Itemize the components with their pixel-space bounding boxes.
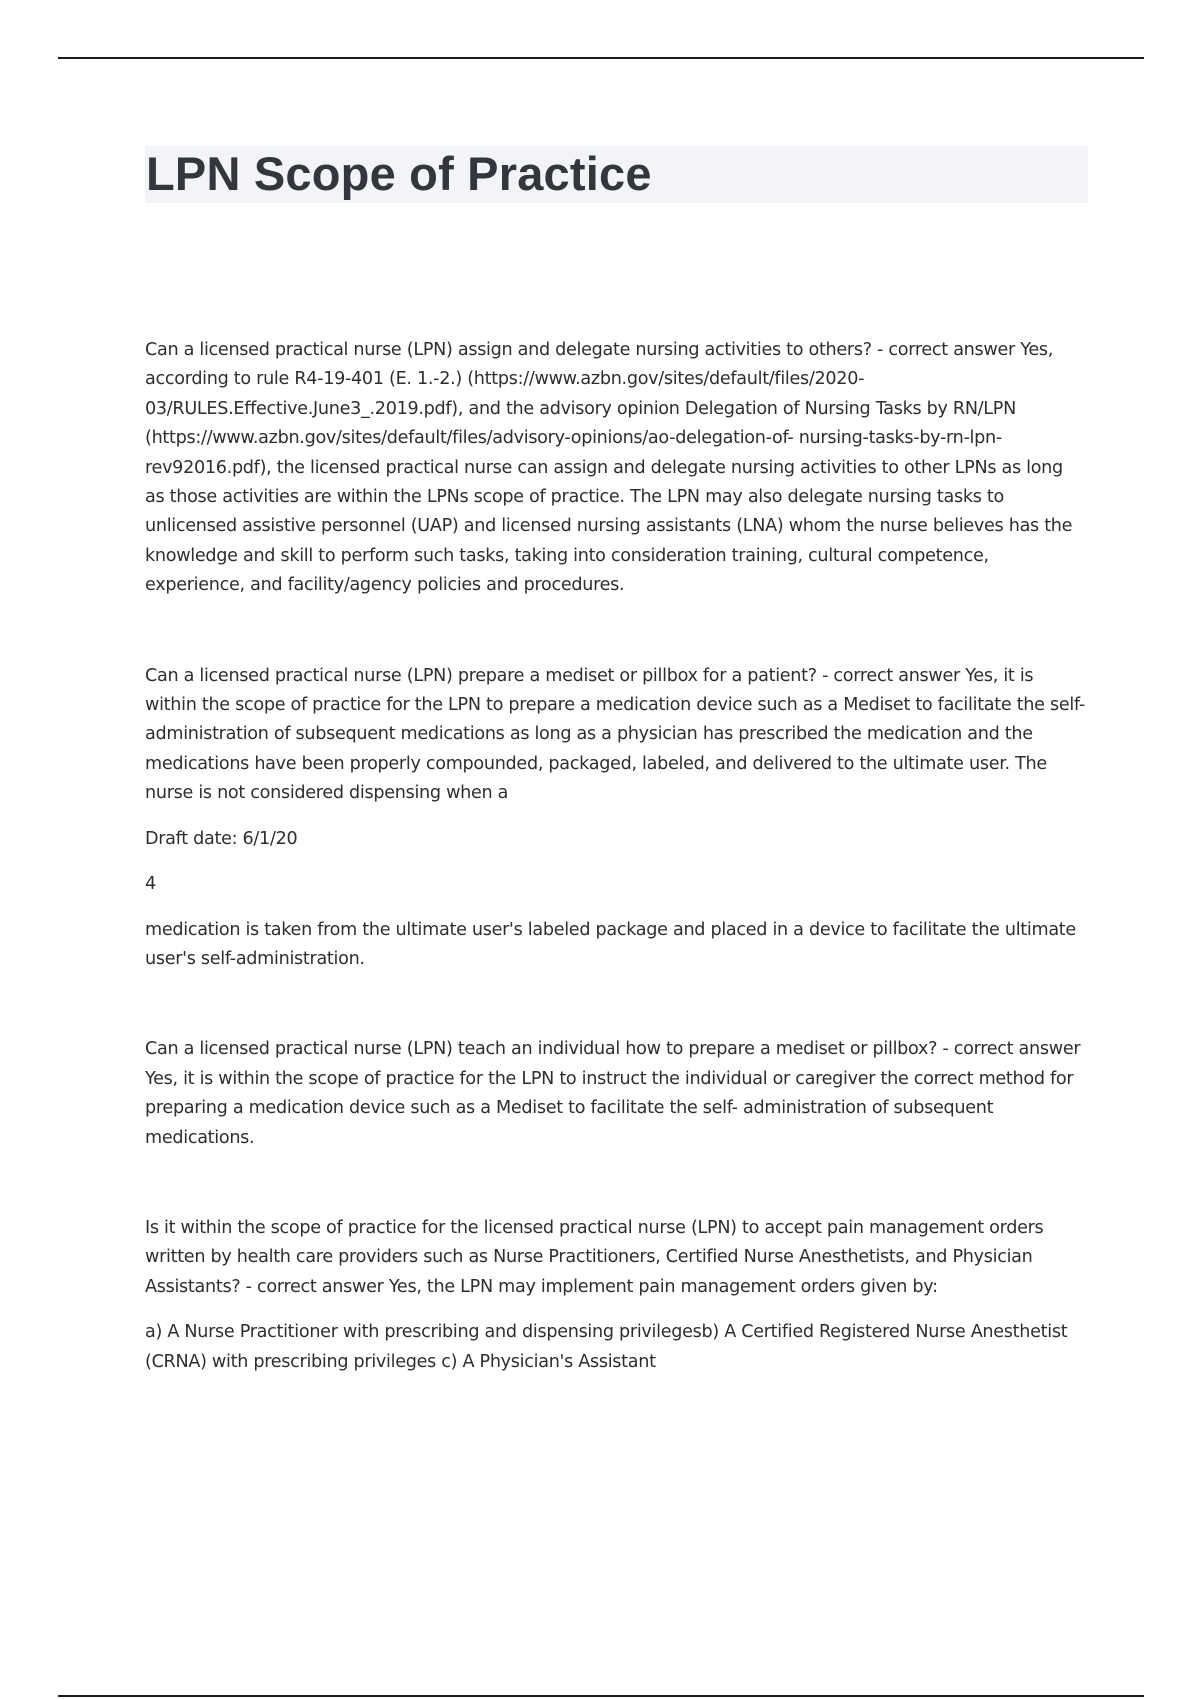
draft-date: Draft date: 6/1/20 [145,828,298,849]
paragraph-pain-providers: a) A Nurse Practitioner with prescribing and dispensing privilegesb) A Certified Registered Nurse Anesthetist (CRNA) with prescribing privileges c) A Physician's Assistant [145,1322,1068,1372]
paragraph-pain-management: Is it within the scope of practice for the licensed practical nurse (LPN) to accept pain management orders written by health care providers such as Nurse Practitioners, Certified Nurse Anesthetists, and Physician Assistants? - correct answer Yes, the LPN may implement pain management orders given by: [145,1217,1044,1297]
top-rule [58,57,1144,59]
document-body [145,336,1085,1377]
paragraph-mediset-continued: medication is taken from the ultimate user's labeled package and placed in a device to facilitate the ultimate user's self-administration. [145,919,1076,969]
page-number: 4 [145,874,156,895]
paragraph-mediset-teach: Can a licensed practical nurse (LPN) teach an individual how to prepare a mediset or pillbox? - correct answer Yes, it is within the scope of practice for the LPN to instruct the individual or caregiver the correct method for preparing a medication device such as a Mediset to facilitate the self- administration of subsequent medications. [145,1039,1081,1148]
bottom-rule [58,1695,1144,1697]
paragraph-mediset-prepare: Can a licensed practical nurse (LPN) prepare a mediset or pillbox for a patient? - correct answer Yes, it is within the scope of practice for the LPN to prepare a medication device such as a Mediset to facilitate the self-administration of subsequent medications as long as a physician has prescribed the medication and the medications have been properly compounded, packaged, labeled, and delivered to the ultimate user. The nurse is not considered dispensing when a [145,665,1085,804]
page-title: LPN Scope of Practice [146,147,652,200]
paragraph-delegation: Can a licensed practical nurse (LPN) assign and delegate nursing activities to others? - correct answer Yes, according to rule R4-19-401 (E. 1.-2.) (https://www.azbn.gov/sites/default/files/2020-03/RULES.Effective.June3_.2019.pdf), and the advisory opinion Delegation of Nursing Tasks by RN/LPN (https://www.azbn.gov/sites/default/files/advisory-opinions/ao-delegation-of- nursing-tasks-by-rn-lpn-rev92016.pdf), the licensed practical nurse can assign and delegate nursing activities to other LPNs as long as those activities are within the LPNs scope of practice. The LPN may also delegate nursing tasks to unlicensed assistive personnel (UAP) and licensed nursing assistants (LNA) whom the nurse believes has the knowledge and skill to perform such tasks, taking into consideration training, cultural competence, experience, and facility/agency policies and procedures. [145,340,1073,596]
